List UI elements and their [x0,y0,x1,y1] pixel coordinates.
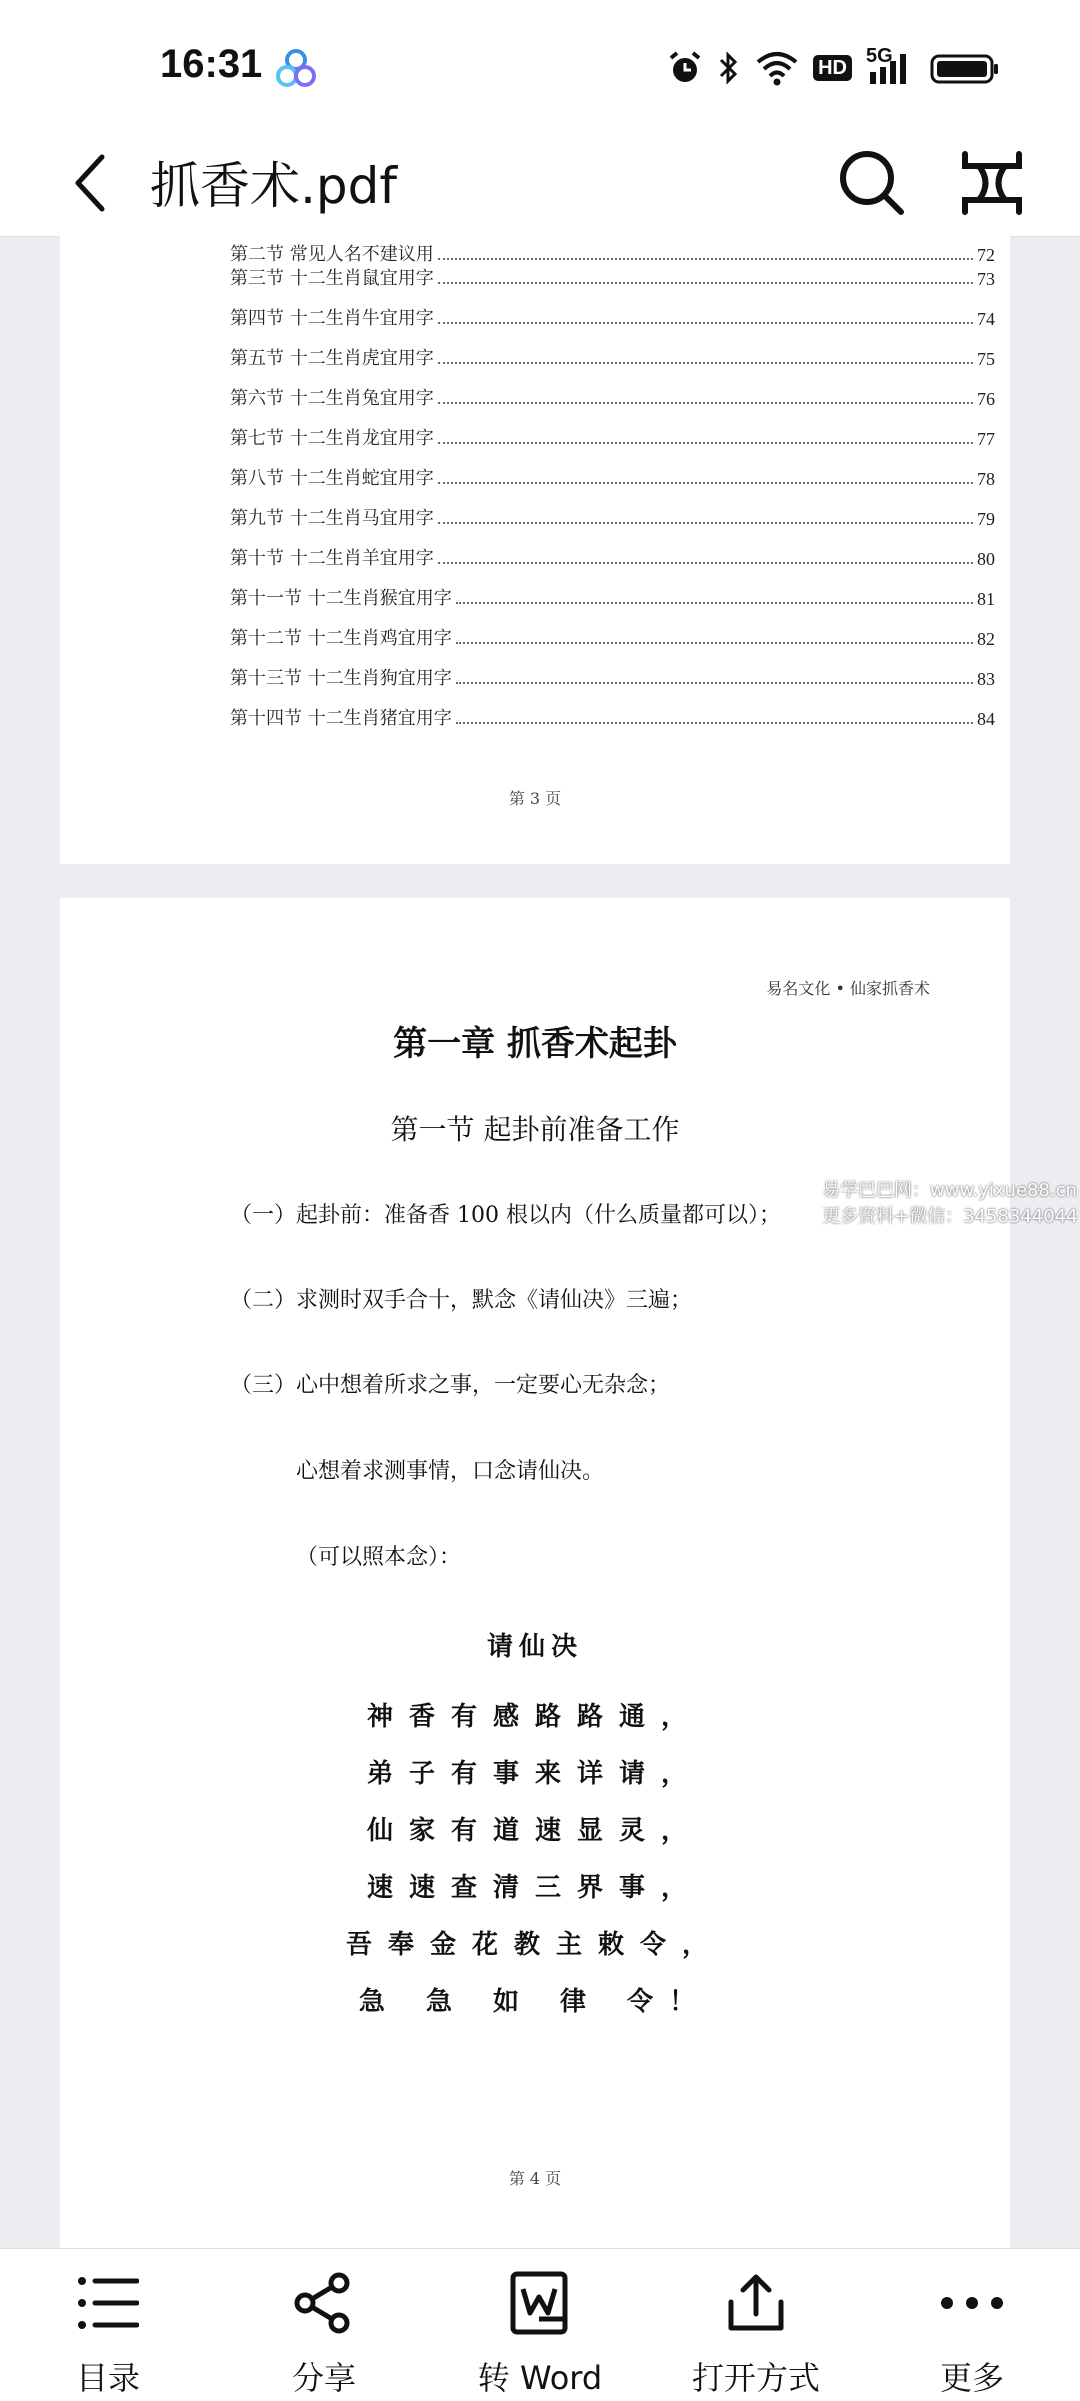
toc-row[interactable] [230,420,995,450]
toc-leader [438,282,973,284]
watermark-line: 更多资料+微信：3458344044 [822,1206,1078,1227]
toc-page-number: 82 [977,629,995,649]
toc-leader [438,442,973,444]
toc-page-number: 79 [977,509,995,529]
toc-row[interactable] [230,380,995,410]
poem-line: 急 急 如 律 令！ [358,1987,712,2017]
search-icon [835,146,909,220]
document-title: 抓香术.pdf [150,157,397,215]
toc-row[interactable] [230,580,995,610]
toc-page-number: 73 [977,269,995,289]
back-button[interactable] [60,138,120,228]
toc-row[interactable] [230,300,995,330]
paragraph: 心想着求测事情，口念请仙决。 [296,1459,605,1484]
poem-line: 弟子有事来详请， [366,1759,703,1789]
toc-label: 目录 [75,2359,140,2397]
toc-page-number: 80 [977,549,995,569]
toc-label: 第二节 常见人名不建议用 [230,244,434,265]
paragraph: （可以照本念）： [296,1545,462,1570]
word-convert-icon [505,2269,575,2337]
convert-word-button[interactable] [440,2259,640,2399]
paragraph: （二）求测时双手合十，默念《请仙决》三遍； [230,1288,693,1313]
toc-leader [438,322,973,324]
toc-page-number: 72 [977,245,995,265]
toc-page-number: 77 [977,429,995,449]
pdf-page-3[interactable] [60,236,1010,864]
toc-leader [438,362,973,364]
poem-line: 仙家有道速显灵， [366,1816,703,1846]
toc-label: 第五节 十二生肖虎宜用字 [230,348,434,369]
toc-leader [438,562,973,564]
toc-row[interactable] [230,460,995,490]
reading-mode-button[interactable] [955,146,1029,220]
poem-title: 请仙决 [486,1632,583,1662]
status-time: 16:31 [160,42,263,86]
paragraph: （三）心中想着所求之事，一定要心无杂念； [230,1373,671,1398]
toc-leader [438,482,973,484]
section-title: 第一节 起卦前准备工作 [390,1113,680,1146]
poem-line: 速速查清三界事， [366,1873,703,1903]
page-number: 第 3 页 [508,789,562,808]
toc-label: 第十四节 十二生肖猪宜用字 [230,708,452,729]
toc-label: 第四节 十二生肖牛宜用字 [230,308,434,329]
toc-row[interactable] [230,260,995,290]
status-bar [0,0,1080,130]
app-icon [275,48,317,90]
toc-label: 第十三节 十二生肖狗宜用字 [230,668,452,689]
chapter-title: 第一章 抓香术起卦 [393,1024,677,1064]
toc-label: 第十二节 十二生肖鸡宜用字 [230,628,452,649]
toc-leader [456,602,973,604]
bottom-toolbar [0,2248,1080,2401]
list-icon [73,2269,143,2337]
toc-page-number: 74 [977,309,995,329]
toc-row[interactable] [230,540,995,570]
toc-label: 第六节 十二生肖兔宜用字 [230,388,434,409]
toc-button[interactable] [8,2259,208,2399]
back-icon [70,153,110,213]
bluetooth-icon [717,48,741,88]
toc-page-number: 84 [977,709,995,729]
paragraph: （一）起卦前：准备香 100 根以内（什么质量都可以）； [230,1203,781,1228]
5g-signal-icon [866,45,916,88]
poem-line: 吾奉金花教主敕令， [345,1930,724,1960]
toc-label: 第十节 十二生肖羊宜用字 [230,548,434,569]
toc-page-number: 76 [977,389,995,409]
toc-leader [438,402,973,404]
page-number: 第 4 页 [508,2169,562,2188]
hd-icon [813,48,852,88]
poem-line: 神香有感路路通， [366,1702,703,1732]
toc-leader [438,522,973,524]
title-bar [0,130,1080,237]
toc-page-number: 75 [977,349,995,369]
toc-row[interactable] [230,700,995,730]
open-with-label: 打开方式 [691,2359,820,2397]
search-button[interactable] [835,146,909,220]
watermark-line: 易学巴巴网：www.yixue88.cn [822,1180,1077,1201]
more-icon [937,2269,1007,2337]
battery-icon [930,48,1000,88]
more-label: 更多 [939,2359,1004,2397]
hd-label: HD [813,55,852,81]
toc-label: 第九节 十二生肖马宜用字 [230,508,434,529]
toc-row[interactable] [230,660,995,690]
pdf-page-4[interactable] [60,898,1010,2248]
toc-label: 第十一节 十二生肖猴宜用字 [230,588,452,609]
convert-word-label: 转 Word [477,2359,603,2397]
toc-leader [456,642,973,644]
toc-leader [456,722,973,724]
reading-mode-icon [955,146,1029,220]
toc-label: 第八节 十二生肖蛇宜用字 [230,468,434,489]
toc-row[interactable] [230,340,995,370]
share-icon [289,2269,359,2337]
toc-page-number: 78 [977,469,995,489]
alarm-icon [667,48,703,88]
toc-label: 第七节 十二生肖龙宜用字 [230,428,434,449]
toc-label: 第三节 十二生肖鼠宜用字 [230,268,434,289]
share-label: 分享 [291,2359,356,2397]
running-header: 易名文化 • 仙家抓香术 [766,979,930,998]
open-with-icon [721,2269,791,2337]
network-label: 5G [866,45,893,67]
wifi-icon [755,48,799,88]
open-with-button[interactable] [656,2259,856,2399]
toc-row[interactable] [230,500,995,530]
more-button[interactable] [872,2259,1072,2399]
share-button[interactable] [224,2259,424,2399]
toc-leader [456,682,973,684]
status-icons [667,46,1000,90]
toc-page-number: 81 [977,589,995,609]
toc-page-number: 83 [977,669,995,689]
toc-row[interactable] [230,620,995,650]
